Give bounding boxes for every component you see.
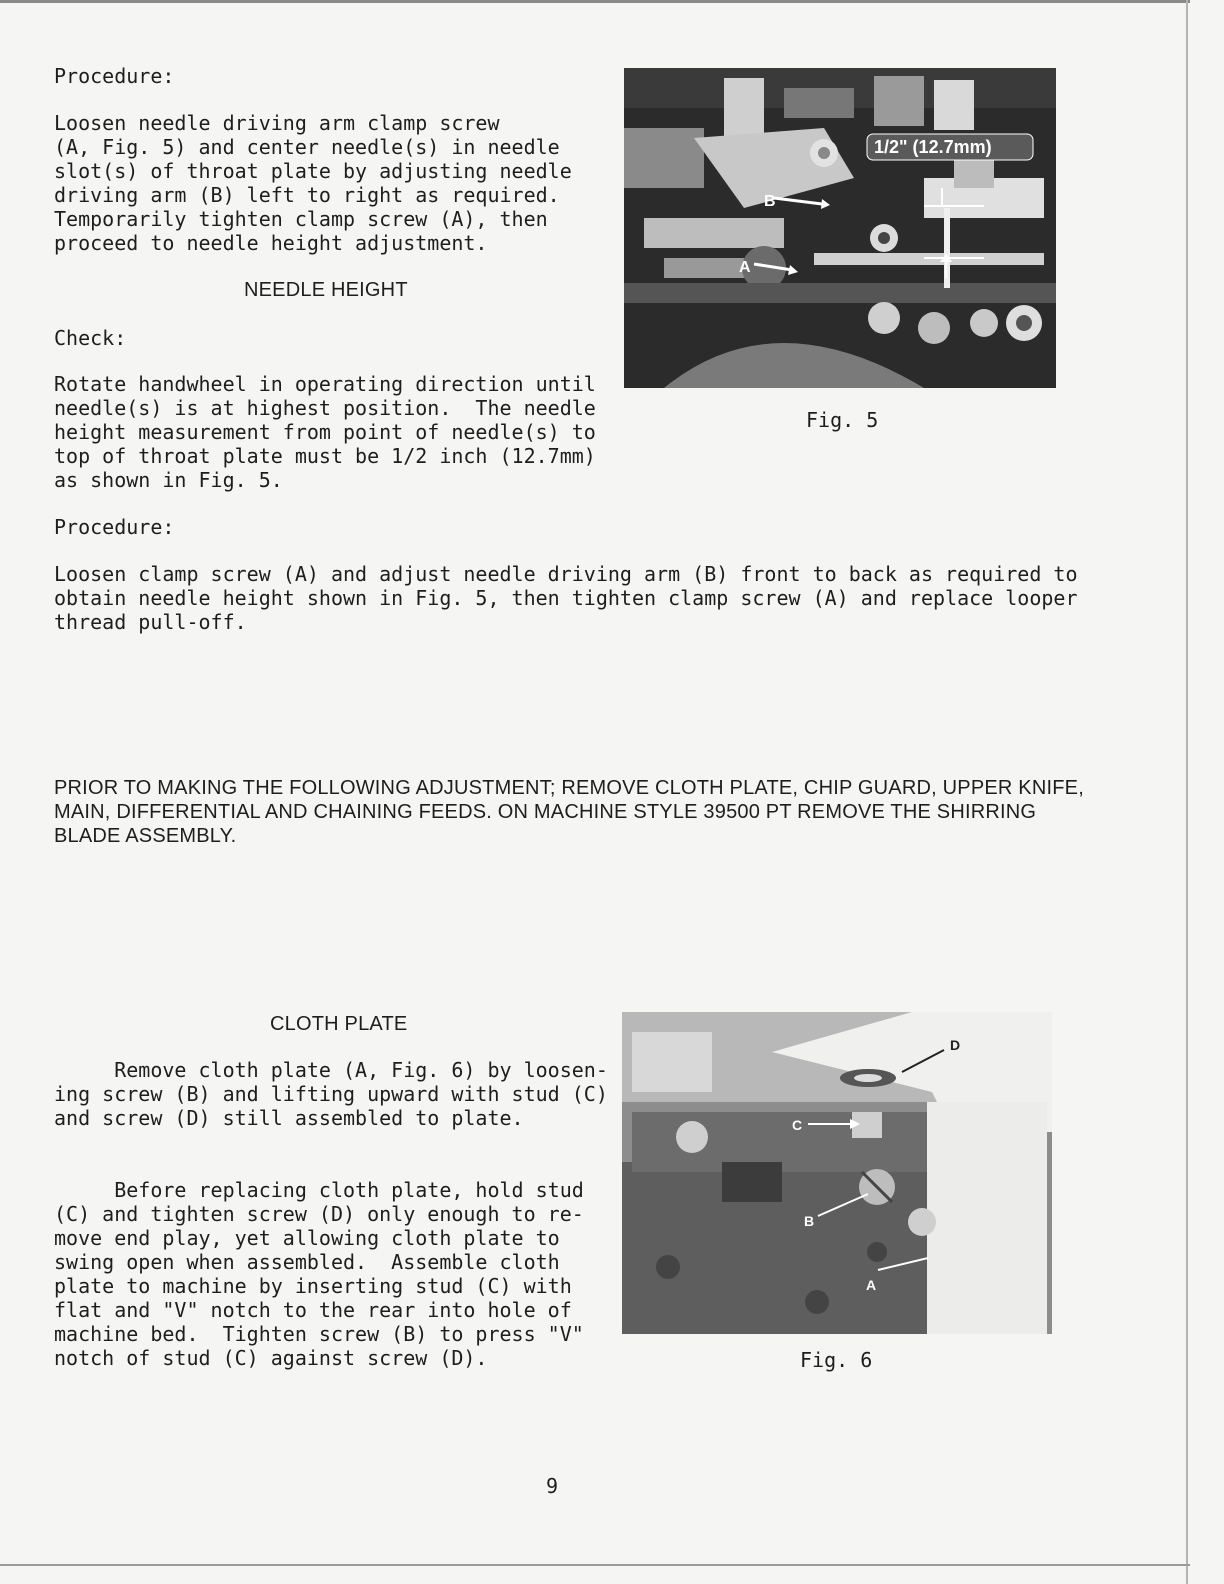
page-number: 9 — [546, 1474, 559, 1498]
right-border-line — [1186, 0, 1188, 1584]
fig5-caption: Fig. 5 — [806, 408, 879, 432]
check-text: Rotate handwheel in operating direction until needle(s) is at highest position. The needle height measurement from point of needle(s) to top of throat plate must be 1/2 inch (12.7mm) as shown in Fig. 5. — [54, 372, 596, 492]
procedure-text-2: Loosen clamp screw (A) and adjust needle driving arm (B) front to back as required to obtain needle height shown in Fig. 5, then tighten clamp screw (A) and replace looper thread pull-off. — [54, 562, 1078, 634]
fig5-label-b: B — [764, 193, 776, 210]
cloth-plate-paragraph-1: Remove cloth plate (A, Fig. 6) by loosen- ing screw (B) and lifting upward with stud (C) and screw (D) still assembled to plate. — [54, 1058, 608, 1130]
fig5-illustration — [624, 68, 1056, 388]
fig6-label-a: A — [866, 1277, 877, 1293]
fig5-photo — [624, 68, 1056, 388]
bottom-border-line — [0, 1564, 1190, 1566]
fig6-photo — [622, 1012, 1052, 1334]
cloth-plate-paragraph-2: Before replacing cloth plate, hold stud (C) and tighten screw (D) only enough to re- move end play, yet allowing cloth plate to swing open when assembled. Assemble cloth plate to machine by inserting stud (C) with flat and "V" notch to the rear into hole of machine bed. Tighten screw (B) to press "V" notch of stud (C) against screw (D). — [54, 1178, 584, 1370]
cloth-plate-heading: CLOTH PLATE — [270, 1013, 408, 1035]
adjustment-notice: PRIOR TO MAKING THE FOLLOWING ADJUSTMENT; REMOVE CLOTH PLATE, CHIP GUARD, UPPER KNIFE, MAIN, DIFFERENTIAL AND CHAINING FEEDS. ON MACHINE STYLE 39500 PT REMOVE THE SHIRRING BLADE ASSEMBLY. — [54, 777, 1084, 847]
needle-height-heading: NEEDLE HEIGHT — [244, 279, 408, 301]
fig6-caption: Fig. 6 — [800, 1348, 873, 1372]
fig6-label-d: D — [950, 1037, 961, 1053]
fig5-measure-label: 1/2" (12.7mm) — [874, 137, 992, 157]
check-heading: Check: — [54, 326, 127, 350]
procedure-heading-2: Procedure: — [54, 515, 175, 539]
fig6-illustration — [622, 1012, 1052, 1334]
fig6-label-b: B — [804, 1213, 815, 1229]
procedure-text-1: Loosen needle driving arm clamp screw (A, Fig. 5) and center needle(s) in needle slot(s) of throat plate by adjusting needle driving arm (B) left to right as required. Temporarily tighten clamp screw (A), then proceed to needle height adjustment. — [54, 111, 572, 255]
procedure-heading-1: Procedure: — [54, 64, 175, 88]
top-border-line — [0, 0, 1190, 3]
fig6-label-c: C — [792, 1117, 803, 1133]
fig5-label-a: A — [739, 259, 751, 276]
